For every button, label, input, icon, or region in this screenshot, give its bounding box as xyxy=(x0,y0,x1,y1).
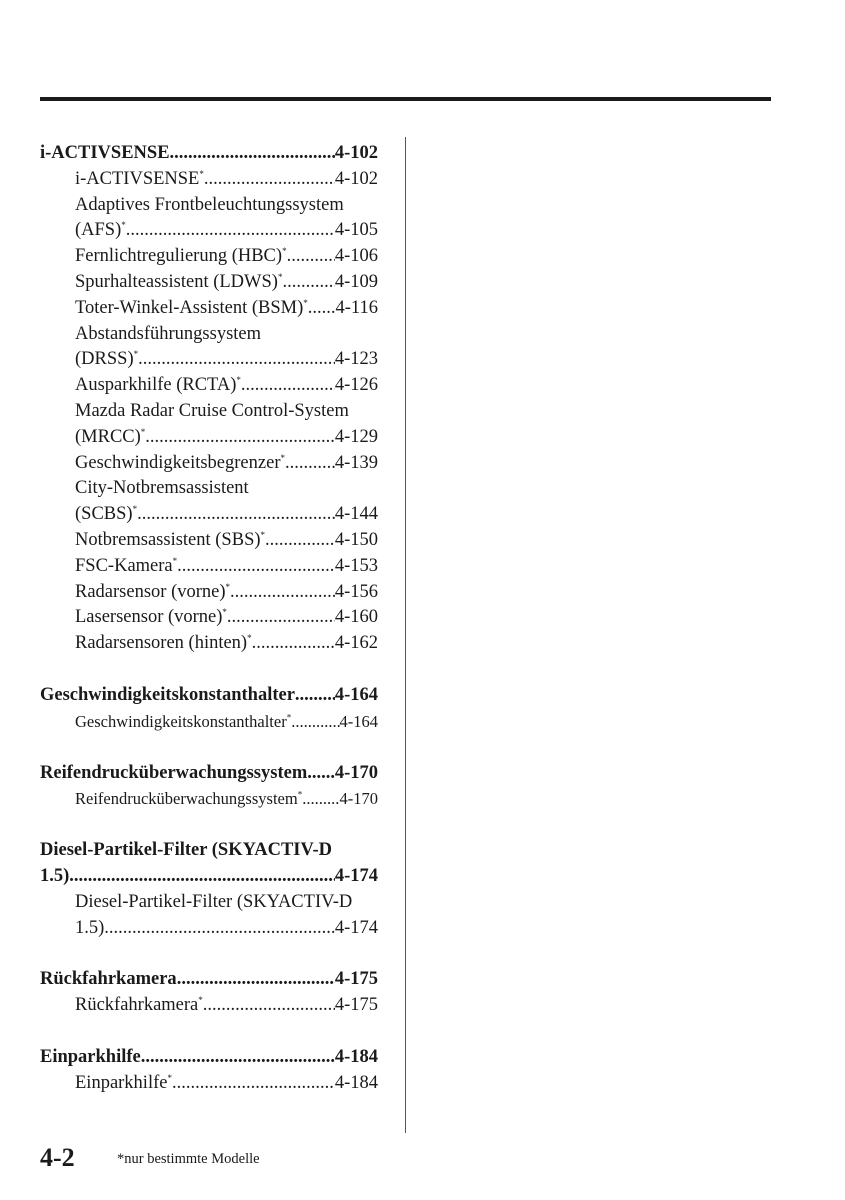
toc-sub-entry[interactable] xyxy=(40,399,378,425)
toc-sub-entry[interactable] xyxy=(40,193,378,219)
model-footnote-marker: * xyxy=(260,529,266,540)
toc-entry-title: Toter-Winkel-Assistent (BSM)* xyxy=(75,297,308,318)
toc-sub-entry[interactable] xyxy=(40,554,378,580)
toc-section-entry[interactable] xyxy=(40,141,378,167)
toc-page-number: 4-174 xyxy=(334,865,378,886)
dot-leader xyxy=(227,605,335,631)
toc-page-number: 4-123 xyxy=(334,349,378,370)
footnote: *nur bestimmte Modelle xyxy=(117,1151,260,1167)
model-footnote-marker: * xyxy=(167,1072,172,1083)
toc-entry-title: Diesel-Partikel-Filter (SKYACTIV-D xyxy=(75,891,353,912)
toc-section-entry[interactable] xyxy=(40,967,378,993)
toc-section-entry[interactable] xyxy=(40,683,378,709)
model-footnote-marker: * xyxy=(222,607,227,618)
dot-leader xyxy=(145,425,335,451)
toc-entry-title: i-ACTIVSENSE xyxy=(40,143,170,163)
model-footnote-marker: * xyxy=(140,426,146,437)
dot-leader xyxy=(104,916,335,942)
toc-entry-title: (SCBS)* xyxy=(75,504,138,525)
toc-page-number: 4-109 xyxy=(334,271,378,292)
dot-leader xyxy=(282,270,334,296)
toc-entry-title: Einparkhilfe xyxy=(40,1046,141,1067)
toc-section-entry[interactable] xyxy=(40,761,378,787)
model-footnote-marker: * xyxy=(297,789,303,800)
toc-entry-title: Geschwindigkeitskonstanthalter xyxy=(40,684,295,705)
dot-leader xyxy=(137,502,335,528)
model-footnote-marker: * xyxy=(132,504,138,514)
toc-sub-entry[interactable] xyxy=(40,890,378,916)
dot-leader xyxy=(172,1071,335,1097)
toc-page-number: 4-164 xyxy=(334,684,378,705)
toc-entry-title: Geschwindigkeitsbegrenzer* xyxy=(75,452,285,473)
toc-entry-title: Reifendrucküberwachungssystem* xyxy=(75,789,303,809)
toc-page-number: 4-106 xyxy=(334,246,378,267)
dot-leader xyxy=(241,373,335,399)
table-of-contents xyxy=(40,141,378,1097)
section-gap xyxy=(40,657,378,683)
toc-entry-title: Notbremsassistent (SBS)* xyxy=(75,529,266,550)
toc-page-number: 4-102 xyxy=(334,143,378,163)
dot-leader xyxy=(265,528,335,554)
model-footnote-marker: * xyxy=(172,555,178,566)
toc-sub-entry[interactable] xyxy=(40,709,378,735)
model-footnote-marker: * xyxy=(282,246,287,257)
toc-page-number: 4-126 xyxy=(334,375,378,396)
toc-page-number: 4-144 xyxy=(334,504,378,525)
model-footnote-marker: * xyxy=(225,581,231,592)
toc-page-number: 4-162 xyxy=(334,633,378,654)
toc-section-entry[interactable] xyxy=(40,838,378,864)
page-number: 4-2 xyxy=(40,1143,75,1172)
toc-entry-title: Radarsensoren (hinten)* xyxy=(75,632,252,654)
toc-entry-title: Diesel-Partikel-Filter (SKYACTIV-D xyxy=(40,840,333,861)
toc-sub-entry[interactable] xyxy=(40,218,378,244)
toc-page-number: 4-129 xyxy=(334,426,378,447)
dot-leader xyxy=(307,761,335,787)
toc-sub-entry[interactable] xyxy=(40,528,378,554)
toc-entry-title: Rückfahrkamera* xyxy=(75,994,203,1016)
dot-leader xyxy=(302,786,339,812)
toc-page-number: 4-164 xyxy=(339,711,378,731)
toc-entry-title: City-Notbremsassistent xyxy=(75,478,249,499)
toc-sub-entry[interactable] xyxy=(40,270,378,296)
dot-leader xyxy=(69,864,335,890)
toc-sub-entry[interactable] xyxy=(40,244,378,270)
model-footnote-marker: * xyxy=(198,994,203,1005)
toc-entry-title: Fernlichtregulierung (HBC)* xyxy=(75,246,287,267)
dot-leader xyxy=(177,554,335,580)
dot-leader xyxy=(203,993,335,1019)
header-rule xyxy=(40,97,771,101)
dot-leader xyxy=(126,218,335,244)
toc-sub-entry[interactable] xyxy=(40,580,378,606)
toc-entry-title: Radarsensor (vorne)* xyxy=(75,581,231,602)
model-footnote-marker: * xyxy=(277,271,283,282)
toc-entry-title: Adaptives Frontbeleuchtungssystem xyxy=(75,194,344,215)
toc-entry-title: Reifendrucküberwachungssystem xyxy=(40,762,308,783)
section-gap xyxy=(40,812,378,838)
dot-leader xyxy=(138,347,335,373)
toc-sub-entry[interactable] xyxy=(40,605,378,631)
toc-sub-entry[interactable] xyxy=(40,322,378,348)
dot-leader xyxy=(308,296,336,322)
toc-sub-entry[interactable] xyxy=(40,296,378,322)
toc-page-number: 4-160 xyxy=(334,607,378,628)
toc-section-entry[interactable] xyxy=(40,1045,378,1071)
toc-page-number: 4-153 xyxy=(334,555,378,576)
section-gap xyxy=(40,1019,378,1045)
toc-sub-entry[interactable] xyxy=(40,167,378,193)
toc-page-number: 4-175 xyxy=(334,969,378,990)
toc-sub-entry[interactable] xyxy=(40,993,378,1019)
dot-leader xyxy=(141,1045,335,1071)
toc-page-number: 4-105 xyxy=(334,220,378,241)
toc-page-number: 4-175 xyxy=(334,995,378,1016)
toc-entry-title: Abstandsführungssystem xyxy=(75,323,262,344)
dot-leader xyxy=(295,683,335,709)
model-footnote-marker: * xyxy=(280,452,285,463)
dot-leader xyxy=(291,709,339,735)
model-footnote-marker: * xyxy=(199,168,204,179)
toc-sub-entry[interactable] xyxy=(40,373,378,399)
model-footnote-marker: * xyxy=(121,220,126,231)
toc-entry-title: Geschwindigkeitskonstanthalter* xyxy=(75,711,292,731)
toc-entry-title: Mazda Radar Cruise Control-System xyxy=(75,400,349,421)
toc-sub-entry[interactable] xyxy=(40,631,378,657)
toc-sub-entry[interactable] xyxy=(40,786,378,812)
toc-sub-entry[interactable] xyxy=(40,451,378,477)
toc-entry-title: Lasersensor (vorne)* xyxy=(75,607,227,628)
toc-sub-entry[interactable] xyxy=(40,502,378,528)
toc-entry-title: (MRCC)* xyxy=(75,426,146,447)
toc-sub-entry[interactable] xyxy=(40,1071,378,1097)
model-footnote-marker: * xyxy=(303,297,308,308)
toc-section-entry[interactable] xyxy=(40,864,378,890)
section-gap xyxy=(40,735,378,761)
toc-page-number: 4-139 xyxy=(334,452,378,473)
toc-entry-title: i-ACTIVSENSE* xyxy=(75,168,204,189)
toc-entry-title: Rückfahrkamera xyxy=(40,969,177,990)
dot-leader xyxy=(287,244,335,270)
model-footnote-marker: * xyxy=(236,375,241,386)
toc-page-number: 4-174 xyxy=(334,917,378,938)
toc-page-number: 4-150 xyxy=(334,529,378,550)
model-footnote-marker: * xyxy=(133,349,139,360)
toc-page-number: 4-102 xyxy=(334,168,378,189)
toc-page-number: 4-116 xyxy=(335,297,378,318)
dot-leader xyxy=(204,167,335,193)
toc-entry-title: (AFS)* xyxy=(75,220,126,241)
dot-leader xyxy=(252,631,335,657)
toc-sub-entry[interactable] xyxy=(40,916,378,942)
toc-page-number: 4-184 xyxy=(334,1046,378,1067)
toc-page-number: 4-170 xyxy=(339,789,378,809)
model-footnote-marker: * xyxy=(247,632,252,643)
toc-entry-title: FSC-Kamera* xyxy=(75,555,178,576)
toc-page-number: 4-170 xyxy=(334,762,378,783)
toc-sub-entry[interactable] xyxy=(40,425,378,451)
toc-sub-entry[interactable] xyxy=(40,476,378,502)
toc-entry-title: Spurhalteassistent (LDWS)* xyxy=(75,271,283,292)
column-divider xyxy=(405,137,406,1133)
model-footnote-marker: * xyxy=(286,712,292,723)
toc-page-number: 4-184 xyxy=(334,1072,378,1093)
dot-leader xyxy=(285,451,335,477)
dot-leader xyxy=(170,141,335,167)
dot-leader xyxy=(230,580,335,606)
section-gap xyxy=(40,941,378,967)
toc-entry-title: Ausparkhilfe (RCTA)* xyxy=(75,375,241,396)
toc-page-number: 4-156 xyxy=(334,581,378,602)
toc-entry-title: (DRSS)* xyxy=(75,349,139,370)
dot-leader xyxy=(177,967,335,993)
toc-entry-title: Einparkhilfe* xyxy=(75,1072,172,1093)
toc-entry-title: 1.5) xyxy=(75,917,105,938)
toc-sub-entry[interactable] xyxy=(40,347,378,373)
toc-entry-title: 1.5) xyxy=(40,865,70,886)
